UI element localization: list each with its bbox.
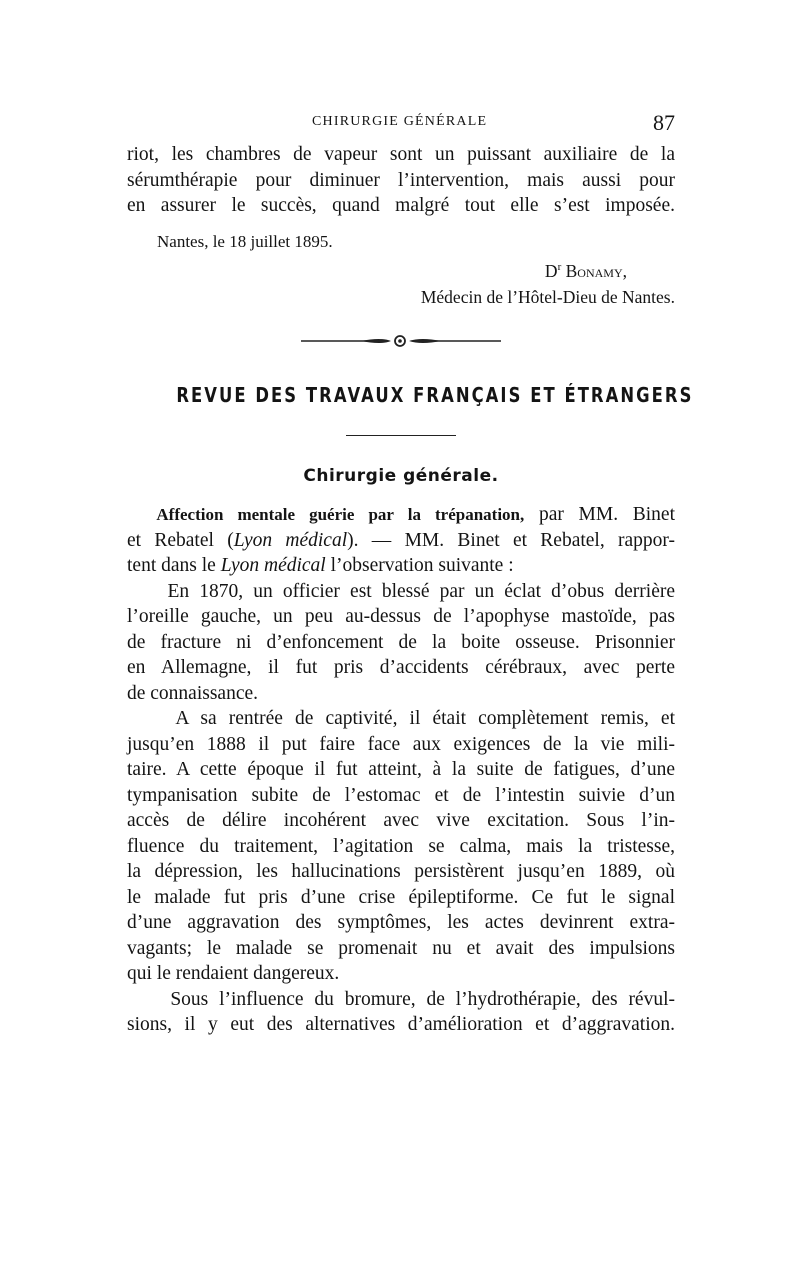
article-body <box>127 502 675 1038</box>
text-line: En 1870, un officier est blessé par un éclat d’obus derrière <box>167 580 675 602</box>
page-number: 87 <box>653 110 675 135</box>
author-name: $D^r$ Bonamy, <box>544 260 627 281</box>
text-line: de fracture ni d’enfoncement de la boite osseuse. Prisonnier <box>127 631 675 653</box>
text-line: de connaissance. <box>127 682 259 704</box>
text-line: riot, les chambres de vapeur sont un puissant auxiliaire de la <box>127 144 675 165</box>
text-line: A sa rentrée de captivité, il était complètement remis, et <box>175 708 676 730</box>
text-line: en assurer le succès, quand malgré tout elle s’est imposée. <box>127 195 675 216</box>
section-title: REVUE DES TRAVAUX FRANÇAIS ET ÉTRANGERS <box>176 383 694 408</box>
running-title: CHIRURGIE GÉNÉRALE <box>312 114 488 129</box>
journal-title: Lyon médical <box>233 529 348 551</box>
ornament-icon <box>301 333 501 349</box>
text-line: Affection mentale guérie par la trépanation, par MM. Binet <box>156 504 676 526</box>
text-line: jusqu’en 1888 il put faire face aux exigences de la vie mili- <box>127 733 675 755</box>
text-line: accès de délire incohérent avec vive excitation. Sous l’in- <box>127 810 675 832</box>
running-header <box>127 108 675 142</box>
text-line: Sous l’influence du bromure, de l’hydrothérapie, des révul- <box>170 988 676 1010</box>
text-line: qui le rendaient dangereux. <box>127 963 340 985</box>
body-paragraph <box>127 987 675 1038</box>
closing-paragraph <box>127 142 675 219</box>
text-line: tympanisation subite de l’estomac et de l’intestin suivie d’un <box>127 784 675 806</box>
text-line: sions, il y eut des alternatives d’amélioration et d’aggravation. <box>127 1014 675 1036</box>
text-line: fluence du traitement, l’agitation se calma, mais la tristesse, <box>127 835 675 857</box>
section-rule <box>346 435 456 436</box>
ornamental-divider <box>127 333 675 349</box>
text-line: l’oreille gauche, un peu au-dessus de l’apophyse mastoïde, pas <box>127 606 675 628</box>
subsection-title: Chirurgie générale. <box>303 466 499 487</box>
dateline: Nantes, le 18 juillet 1895. <box>157 231 333 251</box>
text-line: sérumthérapie pour diminuer l’intervention, mais aussi pour <box>127 169 675 191</box>
text-line: et Rebatel (Lyon médical). — MM. Binet et Rebatel, rappor- <box>127 529 676 551</box>
text-line: en Allemagne, il fut pris d’accidents cérébraux, avec perte <box>127 657 675 679</box>
text-line: le malade fut pris d’une crise épileptiforme. Ce fut le signal <box>127 886 675 908</box>
text-line: vagants; le malade se promenait nu et avait des impulsions <box>127 937 675 959</box>
text-line: la dépression, les hallucinations persistèrent jusqu’en 1889, où <box>127 861 675 883</box>
signature-block <box>127 254 675 312</box>
article-lead-paragraph <box>127 502 675 579</box>
text-line: taire. A cette époque il fut atteint, à la suite de fatigues, d’une <box>127 759 675 781</box>
author-role: Médecin de l’Hôtel-Dieu de Nantes. <box>420 287 675 308</box>
journal-title: Lyon médical <box>220 555 326 577</box>
text-line: d’une aggravation des symptômes, les actes devinrent extra- <box>127 912 675 934</box>
article-title: Affection mentale guérie par la trépanation, <box>156 505 525 525</box>
body-paragraph <box>127 579 675 707</box>
body-paragraph <box>127 706 675 987</box>
text-line: tent dans le Lyon médical l’observation suivante : <box>127 555 514 577</box>
book-page <box>127 108 694 1038</box>
